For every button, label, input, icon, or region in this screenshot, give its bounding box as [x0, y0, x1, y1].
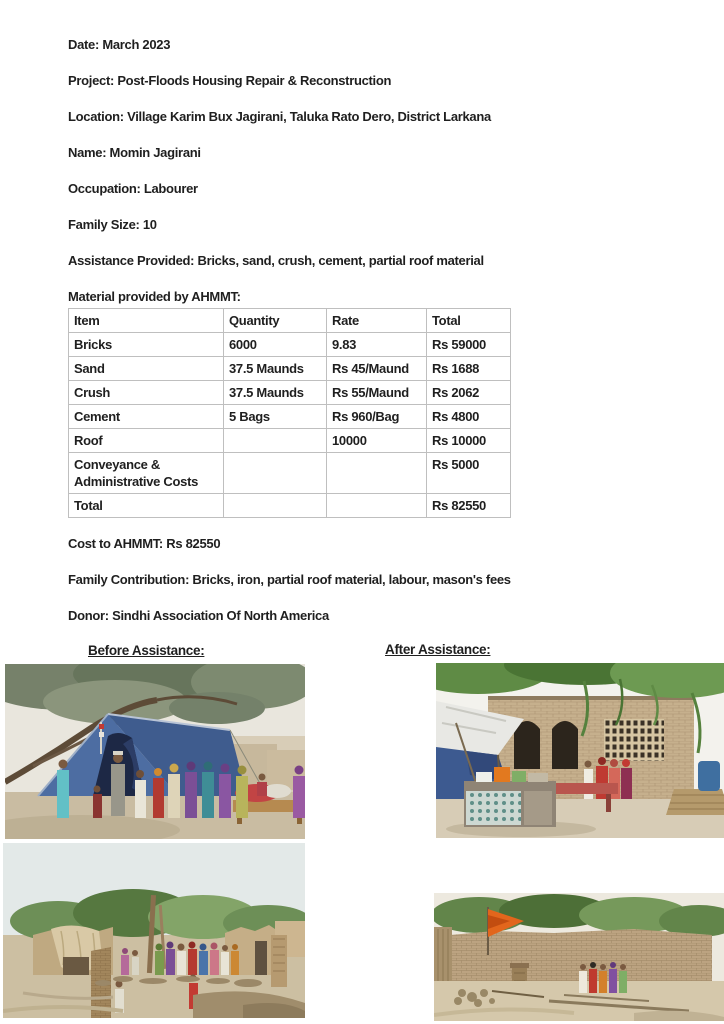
table-row-conveyance — [69, 453, 511, 494]
table-header-row — [69, 309, 511, 333]
family-contribution-line: Family Contribution: Bricks, iron, partial roof material, labour, mason's fees — [68, 572, 511, 587]
col-header-total: Total — [427, 309, 511, 333]
cell-quantity: 6000 — [224, 333, 327, 357]
photo-after-brick-wall-image — [434, 893, 724, 1021]
photo-before-tent — [5, 664, 305, 839]
cell-total: Rs 82550 — [427, 494, 511, 518]
after-assistance-heading: After Assistance: — [385, 642, 491, 657]
cell-item: Total — [69, 494, 224, 518]
family-size-line: Family Size: 10 — [68, 217, 157, 232]
cell-rate: 10000 — [327, 429, 427, 453]
col-header-quantity: Quantity — [224, 309, 327, 333]
cell-item: Crush — [69, 381, 224, 405]
cell-rate: 9.83 — [327, 333, 427, 357]
photo-after-house-front — [436, 663, 724, 838]
photo-after-house-front-image — [436, 663, 724, 838]
photo-before-ruins-image — [3, 843, 305, 1018]
cell-item: Sand — [69, 357, 224, 381]
col-header-item: Item — [69, 309, 224, 333]
cell-total: Rs 2062 — [427, 381, 511, 405]
assistance-line: Assistance Provided: Bricks, sand, crush, cement, partial roof material — [68, 253, 484, 268]
photo-after-brick-wall — [434, 893, 724, 1021]
photo-before-tent-image — [5, 664, 305, 839]
col-header-rate: Rate — [327, 309, 427, 333]
cell-total: Rs 10000 — [427, 429, 511, 453]
cell-rate: Rs 55/Maund — [327, 381, 427, 405]
material-table — [68, 308, 511, 518]
table-row-bricks — [69, 333, 511, 357]
before-assistance-heading: Before Assistance: — [88, 643, 205, 658]
cell-total: Rs 4800 — [427, 405, 511, 429]
project-line: Project: Post-Floods Housing Repair & Reconstruction — [68, 73, 392, 88]
name-line: Name: Momin Jagirani — [68, 145, 201, 160]
location-line: Location: Village Karim Bux Jagirani, Taluka Rato Dero, District Larkana — [68, 109, 491, 124]
cell-item: Bricks — [69, 333, 224, 357]
table-row-roof — [69, 429, 511, 453]
cell-quantity: 37.5 Maunds — [224, 381, 327, 405]
cell-total: Rs 5000 — [427, 453, 511, 494]
cell-quantity — [224, 429, 327, 453]
donor-line: Donor: Sindhi Association Of North America — [68, 608, 329, 623]
table-row-sand — [69, 357, 511, 381]
table-row-total — [69, 494, 511, 518]
occupation-line: Occupation: Labourer — [68, 181, 198, 196]
cell-rate — [327, 494, 427, 518]
cell-rate: Rs 960/Bag — [327, 405, 427, 429]
table-row-crush — [69, 381, 511, 405]
photo-before-ruins — [3, 843, 305, 1018]
cell-item: Roof — [69, 429, 224, 453]
cell-quantity — [224, 453, 327, 494]
cost-line: Cost to AHMMT: Rs 82550 — [68, 536, 221, 551]
report-text-block — [68, 36, 688, 643]
cell-item: Cement — [69, 405, 224, 429]
cell-total: Rs 1688 — [427, 357, 511, 381]
cell-total: Rs 59000 — [427, 333, 511, 357]
table-row-cement — [69, 405, 511, 429]
cell-quantity: 37.5 Maunds — [224, 357, 327, 381]
cell-rate: Rs 45/Maund — [327, 357, 427, 381]
date-line: Date: March 2023 — [68, 37, 171, 52]
cell-quantity — [224, 494, 327, 518]
cell-rate — [327, 453, 427, 494]
cell-quantity: 5 Bags — [224, 405, 327, 429]
cell-item: Conveyance & Administrative Costs — [69, 453, 224, 494]
material-table-heading: Material provided by AHMMT: — [68, 289, 241, 304]
